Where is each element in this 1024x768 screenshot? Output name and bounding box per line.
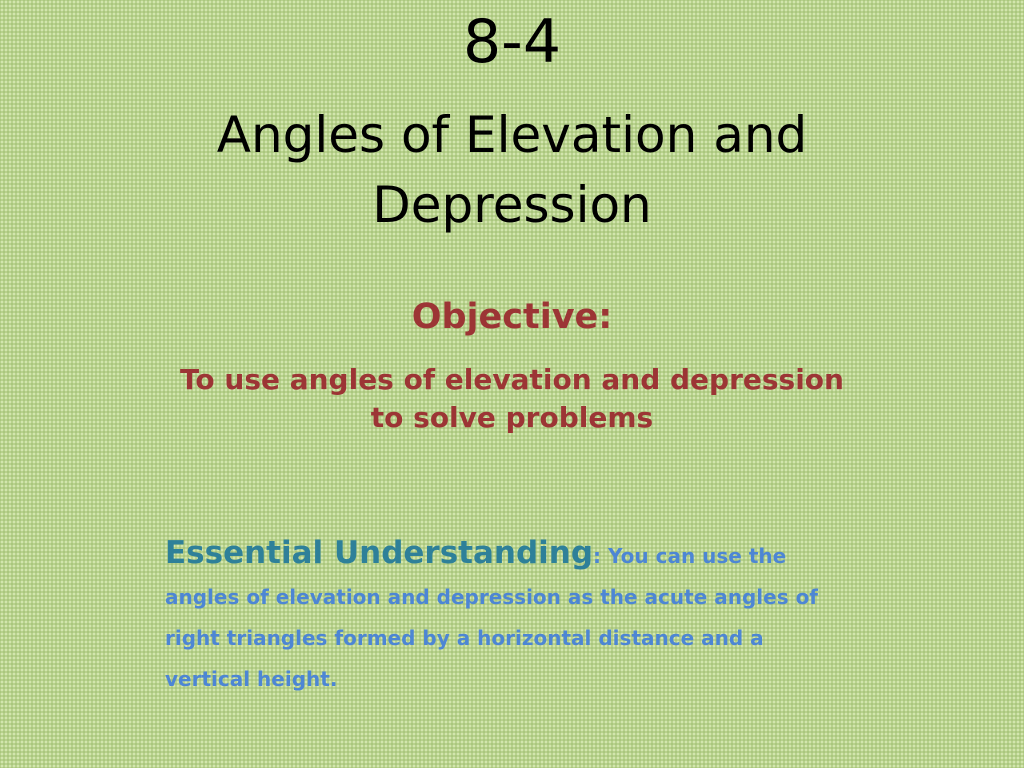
objective-heading: Objective: [411, 297, 613, 337]
essential-understanding-block [165, 533, 825, 700]
title-block [112, 0, 912, 240]
objective-block [112, 293, 912, 437]
essential-text: You can use the angles of elevation and depression as the acute angles of right triangles formed by a horizontal distance and a vertical height. [165, 544, 819, 691]
slide-title: Angles of Elevation and Depression [216, 106, 808, 234]
essential-colon: : [593, 544, 602, 568]
lesson-number: 8-4 [463, 7, 561, 77]
objective-text: To use angles of elevation and depression to solve problems [180, 363, 844, 434]
essential-heading: Essential Understanding [165, 535, 594, 571]
